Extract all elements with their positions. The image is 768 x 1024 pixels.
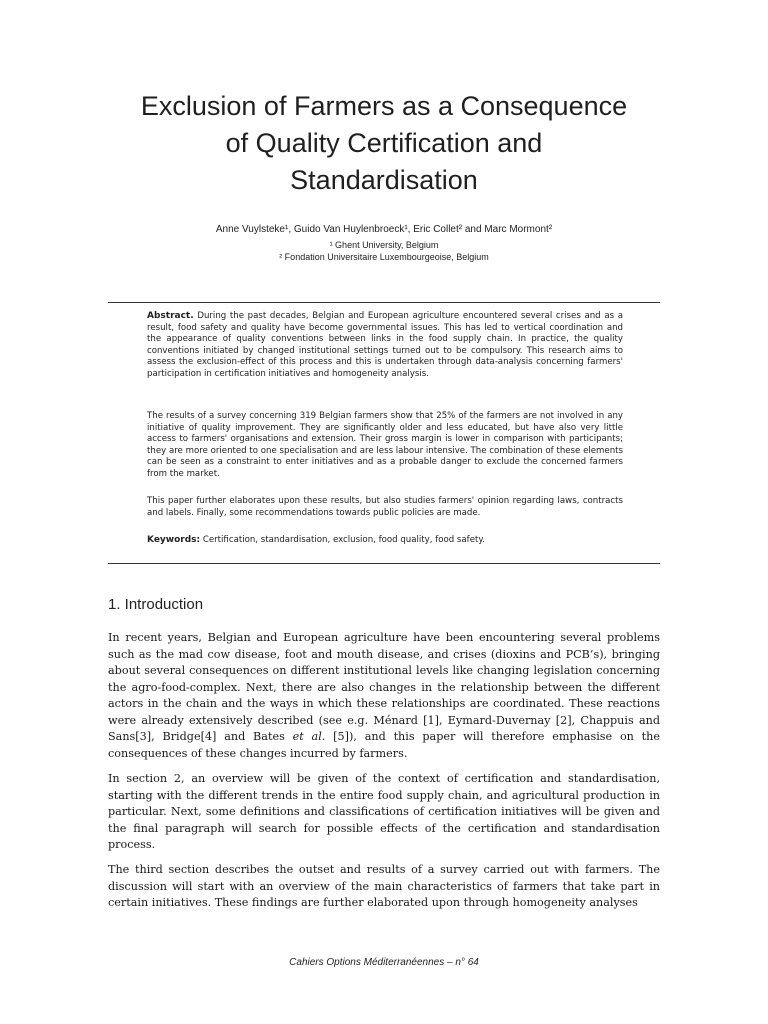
page-footer: Cahiers Options Méditerranéennes – n° 64 xyxy=(289,957,479,968)
abstract-paragraph-2: The results of a survey concerning 319 Belgian farmers show that 25% of the farmers are not involved in any initiative of quality improvement. They are significantly older and less educated, but have also very little access to farmers' organisations and extension. Their gross margin is lower in comparison with participants; they are more oriented to one specialisation and are less labour intensive. The combination of these elements can be seen as a constraint to enter initiatives and as a probable danger to exclude the concerned farmers from the market. xyxy=(147,411,623,479)
intro-paragraph-2: In section 2, an overview will be given of the context of certification and standardisation, starting with the different trends in the entire food supply chain, and agricultural production in particular. Next, some definitions and classifications of certification initiatives will be given and the final paragraph will search for possible effects of the certification and standardisation process. xyxy=(108,772,660,851)
affiliation-2: ² Fondation Universitaire Luxembourgeoise, Belgium xyxy=(279,252,489,262)
paper-title xyxy=(0,88,768,199)
abstract-label: Abstract. xyxy=(147,311,194,321)
abstract-top-rule xyxy=(108,302,660,303)
intro-paragraph-1-text-b: [5]), and this paper will therefore emphasise on the consequences of these changes incurred by farmers. xyxy=(108,730,661,760)
keywords-label: Keywords: xyxy=(147,535,201,545)
title-line-3: Standardisation xyxy=(290,165,478,195)
title-line-2: of Quality Certification and xyxy=(225,128,543,158)
author-list: Anne Vuylsteke¹, Guido Van Huylenbroeck¹, Eric Collet² and Marc Mormont² xyxy=(215,224,553,235)
intro-paragraph-1 xyxy=(108,630,660,762)
abstract-paragraph-3: This paper further elaborates upon these results, but also studies farmers' opinion regarding laws, contracts and labels. Finally, some recommendations towards public policies are made. xyxy=(147,496,623,518)
abstract-text-1: During the past decades, Belgian and European agriculture encountered several crises and as a result, food safety and quality have become governmental issues. This has led to vertical coordination and the appearance of quality conventions between links in the food supply chain. In practice, the quality conventions initiated by changed institutional settings turned out to be compulsory. This research aims to assess the exclusion-effect of this process and this is undertaken through data-analysis concerning farmers' participation in certification initiatives and homogeneity analysis. xyxy=(147,311,624,379)
abstract-paragraph-1 xyxy=(147,311,623,381)
section-heading: 1. Introduction xyxy=(108,596,204,613)
intro-paragraph-1-emphasis: et al. xyxy=(292,730,326,743)
intro-paragraph-3: The third section describes the outset and results of a survey carried out with farmers. The discussion will start with an overview of the main characteristics of farmers that take part in certain initiatives. These findings are further elaborated upon through homogeneity analyses xyxy=(108,863,660,909)
keywords-text: Certification, standardisation, exclusion, food quality, food safety. xyxy=(202,535,485,545)
abstract-bottom-rule xyxy=(108,563,660,564)
affiliation-1: ¹ Ghent University, Belgium xyxy=(329,240,439,250)
intro-paragraph-1-text-a: In recent years, Belgian and European agriculture have been encountering several problems such as the mad cow disease, foot and mouth disease, and crises (dioxins and PCB’s), bringing about several consequences on different institutional levels like changing legislation concerning the agro-food-complex. Next, there are also changes in the relationship between the different actors in the chain and the ways in which these relationships are coordinated. These reactions were already extensively described (see e.g. Ménard [1], Eymard-Duvernay [2], Chappuis and Sans[3], Bridge[4] and Bates xyxy=(108,631,660,743)
keywords-line xyxy=(147,535,623,547)
title-line-1: Exclusion of Farmers as a Consequence xyxy=(140,91,628,121)
